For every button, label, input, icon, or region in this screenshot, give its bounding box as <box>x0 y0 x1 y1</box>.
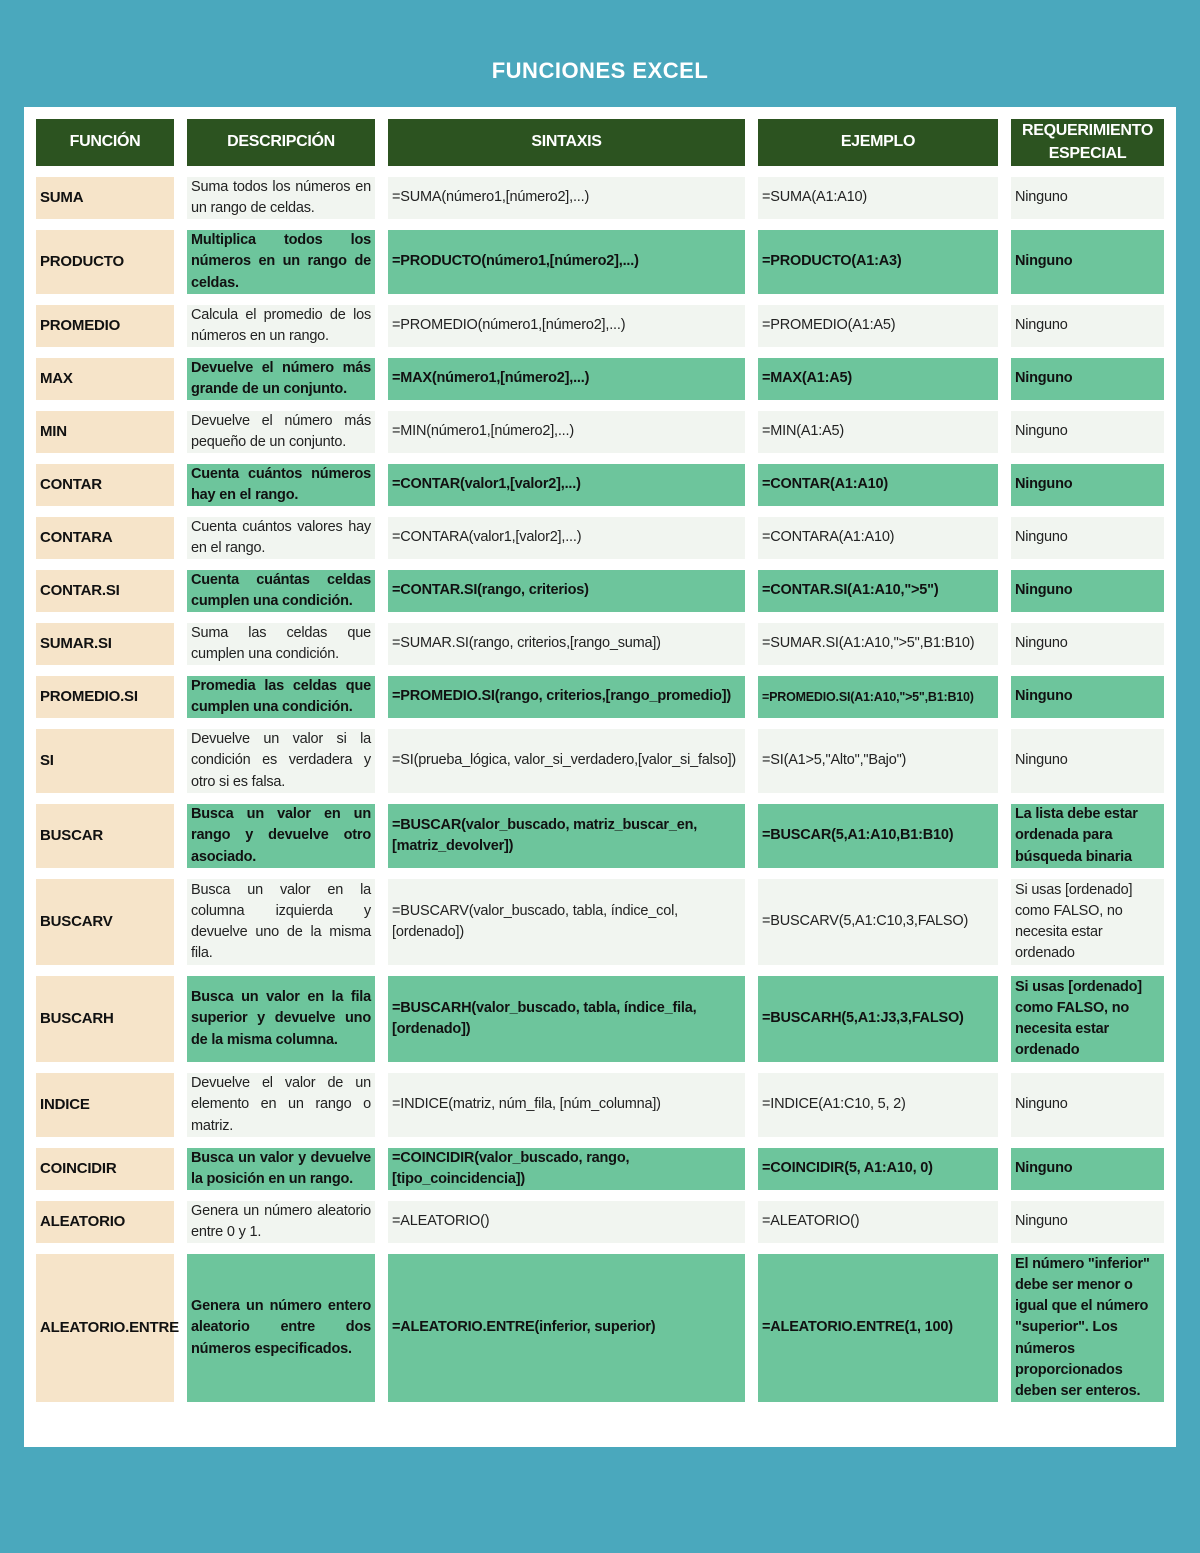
function-cell <box>36 230 174 294</box>
function-cell-text: SUMA <box>40 189 84 207</box>
syntax-cell <box>388 804 745 868</box>
function-cell <box>36 1201 174 1243</box>
function-cell <box>36 623 174 665</box>
syntax-cell-text: =PRODUCTO(número1,[número2],...) <box>392 253 639 270</box>
example-cell <box>758 570 998 612</box>
requirement-cell <box>1011 517 1164 559</box>
requirement-cell-text: Si usas [ordenado] como FALSO, no necesita estar ordenado <box>1015 881 1133 962</box>
example-cell <box>758 1201 998 1243</box>
requirement-cell-text: Ninguno <box>1015 529 1068 546</box>
requirement-cell-text: Ninguno <box>1015 423 1068 440</box>
description-cell-text: Cuenta cuántos números hay en el rango. <box>191 465 371 503</box>
syntax-cell-text: =BUSCARV(valor_buscado, tabla, índice_col, [ordenado]) <box>392 902 678 940</box>
syntax-cell <box>388 1073 745 1137</box>
function-cell-text: BUSCAR <box>40 827 103 845</box>
requirement-cell-text: Ninguno <box>1015 253 1073 270</box>
functions-table <box>24 107 1176 1447</box>
example-cell <box>758 1073 998 1137</box>
syntax-cell-text: =SUMA(número1,[número2],...) <box>392 189 590 206</box>
function-cell-text: ALEATORIO.ENTRE <box>40 1319 179 1337</box>
example-cell <box>758 1148 998 1190</box>
example-cell <box>758 623 998 665</box>
header-descripcion: DESCRIPCIÓN <box>187 119 375 166</box>
requirement-cell-text: Ninguno <box>1015 635 1068 652</box>
description-cell <box>187 1254 375 1402</box>
description-cell-text: Busca un valor en la fila superior y devuelve uno de la misma columna. <box>191 989 371 1048</box>
example-cell-text: =CONTARA(A1:A10) <box>762 529 895 546</box>
syntax-cell-text: =PROMEDIO(número1,[número2],...) <box>392 317 626 334</box>
requirement-cell-text: Ninguno <box>1015 1213 1068 1230</box>
header-requerimiento: REQUERIMIENTO ESPECIAL <box>1011 119 1164 166</box>
description-cell <box>187 230 375 294</box>
function-cell-text: SI <box>40 752 54 770</box>
syntax-cell-text: =SUMAR.SI(rango, criterios,[rango_suma]) <box>392 635 661 652</box>
syntax-cell-text: =PROMEDIO.SI(rango, criterios,[rango_promedio]) <box>392 688 732 705</box>
syntax-cell-text: =CONTAR(valor1,[valor2],...) <box>392 476 581 493</box>
description-cell-text: Suma todos los números en un rango de celdas. <box>191 178 371 216</box>
example-cell-text: =ALEATORIO.ENTRE(1, 100) <box>762 1319 953 1336</box>
example-cell-text: =CONTAR(A1:A10) <box>762 476 889 493</box>
description-cell <box>187 729 375 793</box>
function-cell-text: PROMEDIO <box>40 317 121 335</box>
description-cell <box>187 517 375 559</box>
requirement-cell <box>1011 464 1164 506</box>
requirement-cell <box>1011 1254 1164 1402</box>
syntax-cell-text: =MIN(número1,[número2],...) <box>392 423 574 440</box>
requirement-cell <box>1011 879 1164 965</box>
example-cell-text: =CONTAR.SI(A1:A10,">5") <box>762 582 939 599</box>
table-grid <box>36 119 1164 1402</box>
example-cell <box>758 976 998 1062</box>
example-cell <box>758 411 998 453</box>
function-cell <box>36 1254 179 1402</box>
example-cell-text: =PROMEDIO.SI(A1:A10,">5",B1:B10) <box>762 689 974 704</box>
syntax-cell <box>388 358 745 400</box>
requirement-cell <box>1011 729 1164 793</box>
example-cell <box>758 358 998 400</box>
function-cell <box>36 305 174 347</box>
requirement-cell <box>1011 230 1164 294</box>
syntax-cell-text: =SI(prueba_lógica, valor_si_verdadero,[valor_si_falso]) <box>392 752 737 769</box>
example-cell <box>758 517 998 559</box>
requirement-cell-text: Ninguno <box>1015 688 1073 705</box>
function-cell-text: CONTAR.SI <box>40 582 120 600</box>
syntax-cell <box>388 464 745 506</box>
requirement-cell <box>1011 623 1164 665</box>
function-cell-text: CONTAR <box>40 476 102 494</box>
requirement-cell <box>1011 1073 1164 1137</box>
syntax-cell-text: =COINCIDIR(valor_buscado, rango, [tipo_coincidencia]) <box>392 1149 630 1187</box>
description-cell <box>187 411 375 453</box>
function-cell-text: BUSCARH <box>40 1010 114 1028</box>
requirement-cell <box>1011 177 1164 219</box>
example-cell <box>758 1254 998 1402</box>
function-cell <box>36 976 174 1062</box>
function-cell <box>36 676 174 718</box>
requirement-cell-text: Ninguno <box>1015 476 1073 493</box>
description-cell-text: Cuenta cuántos valores hay en el rango. <box>191 518 371 556</box>
function-cell-text: ALEATORIO <box>40 1213 126 1231</box>
syntax-cell <box>388 570 745 612</box>
requirement-cell <box>1011 1148 1164 1190</box>
header-sintaxis: SINTAXIS <box>388 119 745 166</box>
function-cell-text: BUSCARV <box>40 913 113 931</box>
syntax-cell-text: =INDICE(matriz, núm_fila, [núm_columna]) <box>392 1096 661 1113</box>
syntax-cell-text: =BUSCARH(valor_buscado, tabla, índice_fila, [ordenado]) <box>392 999 697 1037</box>
description-cell <box>187 623 375 665</box>
example-cell <box>758 804 998 868</box>
function-cell <box>36 464 174 506</box>
requirement-cell <box>1011 676 1164 718</box>
syntax-cell <box>388 676 745 718</box>
description-cell-text: Cuenta cuántas celdas cumplen una condición. <box>191 571 371 609</box>
example-cell-text: =PRODUCTO(A1:A3) <box>762 253 902 270</box>
syntax-cell-text: =ALEATORIO() <box>392 1213 490 1230</box>
description-cell <box>187 177 375 219</box>
function-cell-text: CONTARA <box>40 529 113 547</box>
example-cell <box>758 177 998 219</box>
function-cell <box>36 517 174 559</box>
example-cell-text: =SI(A1>5,"Alto","Bajo") <box>762 752 907 769</box>
description-cell <box>187 804 375 868</box>
syntax-cell-text: =ALEATORIO.ENTRE(inferior, superior) <box>392 1319 656 1336</box>
requirement-cell <box>1011 1201 1164 1243</box>
function-cell <box>36 358 174 400</box>
syntax-cell-text: =CONTARA(valor1,[valor2],...) <box>392 529 582 546</box>
syntax-cell <box>388 729 745 793</box>
requirement-cell-text: Ninguno <box>1015 1160 1073 1177</box>
example-cell <box>758 729 998 793</box>
requirement-cell-text: Si usas [ordenado] como FALSO, no necesita estar ordenado <box>1015 978 1142 1059</box>
description-cell <box>187 976 375 1062</box>
description-cell <box>187 464 375 506</box>
description-cell <box>187 879 375 965</box>
example-cell-text: =SUMAR.SI(A1:A10,">5",B1:B10) <box>762 635 975 652</box>
function-cell-text: COINCIDIR <box>40 1160 117 1178</box>
syntax-cell <box>388 623 745 665</box>
description-cell-text: Promedia las celdas que cumplen una condición. <box>191 677 371 715</box>
description-cell <box>187 305 375 347</box>
description-cell-text: Devuelve el número más pequeño de un conjunto. <box>191 412 371 450</box>
function-cell <box>36 411 174 453</box>
header-funcion: FUNCIÓN <box>36 119 174 166</box>
description-cell-text: Devuelve el valor de un elemento en un rango o matriz. <box>191 1075 371 1134</box>
page-title: FUNCIONES EXCEL <box>491 58 709 83</box>
syntax-cell <box>388 1254 745 1402</box>
requirement-cell <box>1011 804 1164 868</box>
description-cell-text: Devuelve un valor si la condición es verdadera y otro si es falsa. <box>191 731 371 790</box>
function-cell <box>36 570 174 612</box>
description-cell <box>187 676 375 718</box>
description-cell <box>187 1201 375 1243</box>
example-cell <box>758 879 998 965</box>
example-cell-text: =SUMA(A1:A10) <box>762 189 867 206</box>
requirement-cell <box>1011 570 1164 612</box>
syntax-cell <box>388 411 745 453</box>
example-cell-text: =ALEATORIO() <box>762 1213 860 1230</box>
requirement-cell-text: Ninguno <box>1015 752 1068 769</box>
syntax-cell <box>388 177 745 219</box>
requirement-cell-text: Ninguno <box>1015 582 1073 599</box>
header-ejemplo: EJEMPLO <box>758 119 998 166</box>
syntax-cell <box>388 517 745 559</box>
syntax-cell <box>388 1148 745 1190</box>
example-cell-text: =MAX(A1:A5) <box>762 370 853 387</box>
description-cell-text: Busca un valor y devuelve la posición en un rango. <box>191 1149 371 1187</box>
syntax-cell <box>388 1201 745 1243</box>
example-cell-text: =BUSCARV(5,A1:C10,3,FALSO) <box>762 913 969 930</box>
description-cell-text: Devuelve el número más grande de un conjunto. <box>191 359 371 397</box>
syntax-cell-text: =MAX(número1,[número2],...) <box>392 370 590 387</box>
function-cell <box>36 729 174 793</box>
function-cell <box>36 804 174 868</box>
requirement-cell <box>1011 358 1164 400</box>
syntax-cell <box>388 230 745 294</box>
syntax-cell <box>388 305 745 347</box>
example-cell <box>758 464 998 506</box>
function-cell <box>36 177 174 219</box>
function-cell-text: PRODUCTO <box>40 253 124 271</box>
function-cell <box>36 879 174 965</box>
description-cell <box>187 1148 375 1190</box>
requirement-cell-text: Ninguno <box>1015 317 1068 334</box>
function-cell-text: SUMAR.SI <box>40 635 112 653</box>
example-cell-text: =BUSCARH(5,A1:J3,3,FALSO) <box>762 1010 964 1027</box>
requirement-cell-text: La lista debe estar ordenada para búsqueda binaria <box>1015 806 1138 865</box>
requirement-cell <box>1011 976 1164 1062</box>
example-cell-text: =BUSCAR(5,A1:A10,B1:B10) <box>762 827 954 844</box>
example-cell-text: =PROMEDIO(A1:A5) <box>762 317 896 334</box>
requirement-cell <box>1011 305 1164 347</box>
description-cell-text: Busca un valor en un rango y devuelve otro asociado. <box>191 806 371 865</box>
syntax-cell-text: =BUSCAR(valor_buscado, matriz_buscar_en, [matriz_devolver]) <box>392 816 698 854</box>
description-cell <box>187 570 375 612</box>
description-cell-text: Calcula el promedio de los números en un rango. <box>191 306 371 344</box>
example-cell-text: =INDICE(A1:C10, 5, 2) <box>762 1096 906 1113</box>
example-cell-text: =COINCIDIR(5, A1:A10, 0) <box>762 1160 933 1177</box>
example-cell <box>758 230 998 294</box>
example-cell-text: =MIN(A1:A5) <box>762 423 845 440</box>
function-cell-text: INDICE <box>40 1096 90 1114</box>
requirement-cell <box>1011 411 1164 453</box>
description-cell <box>187 358 375 400</box>
function-cell <box>36 1073 174 1137</box>
example-cell <box>758 676 998 718</box>
function-cell-text: MAX <box>40 370 73 388</box>
description-cell-text: Suma las celdas que cumplen una condición. <box>191 624 371 662</box>
requirement-cell-text: Ninguno <box>1015 189 1068 206</box>
example-cell <box>758 305 998 347</box>
description-cell-text: Genera un número entero aleatorio entre dos números especificados. <box>191 1298 371 1357</box>
function-cell <box>36 1148 174 1190</box>
syntax-cell <box>388 879 745 965</box>
syntax-cell <box>388 976 745 1062</box>
requirement-cell-text: El número "inferior" debe ser menor o igual que el número "superior". Los números proporcionados deben ser enteros. <box>1015 1256 1150 1399</box>
description-cell-text: Multiplica todos los números en un rango de celdas. <box>191 232 371 291</box>
syntax-cell-text: =CONTAR.SI(rango, criterios) <box>392 582 589 599</box>
description-cell <box>187 1073 375 1137</box>
requirement-cell-text: Ninguno <box>1015 370 1073 387</box>
function-cell-text: PROMEDIO.SI <box>40 688 138 706</box>
requirement-cell-text: Ninguno <box>1015 1096 1068 1113</box>
description-cell-text: Busca un valor en la columna izquierda y devuelve uno de la misma fila. <box>191 881 371 962</box>
description-cell-text: Genera un número aleatorio entre 0 y 1. <box>191 1202 371 1240</box>
function-cell-text: MIN <box>40 423 67 441</box>
